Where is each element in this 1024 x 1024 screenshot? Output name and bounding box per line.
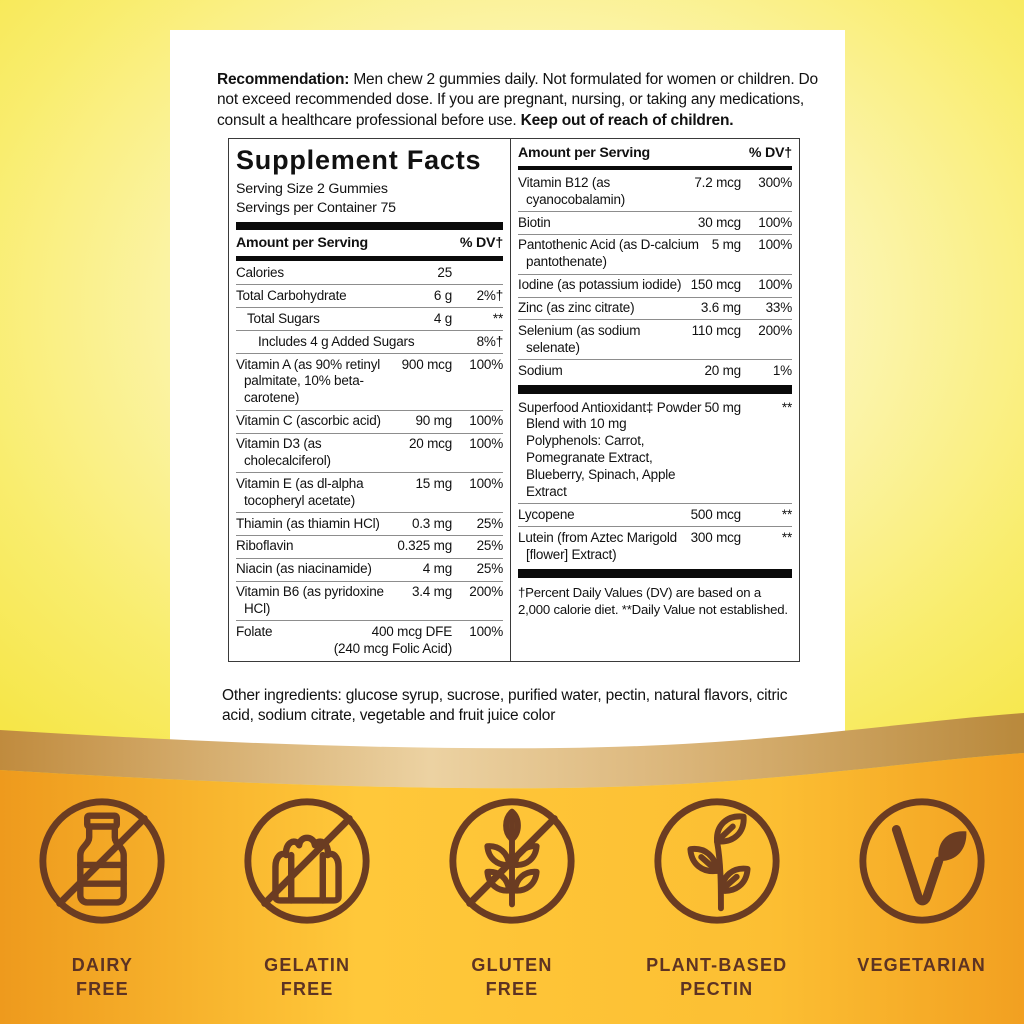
- amount-per-serving-header: Amount per Serving: [518, 145, 651, 161]
- badge-plant-based-pectin: [614, 792, 819, 1002]
- feature-badges-row: [0, 792, 1024, 1002]
- serving-size: Serving Size 2 Gummies: [236, 181, 388, 198]
- table-row: [236, 307, 503, 330]
- nutrient-dv: 1%: [772, 362, 792, 378]
- table-row: [236, 558, 503, 581]
- nutrient-amount: 4 mg: [422, 561, 453, 577]
- nutrient-name: Total Sugars: [247, 310, 320, 326]
- nutrient-name: Folate: [236, 623, 273, 639]
- nutrient-name: Vitamin A (as 90% retinyl palmitate, 10% beta-carotene): [236, 356, 381, 406]
- table-row: [518, 526, 792, 566]
- nutrient-amount: 0.3 mg: [411, 515, 453, 531]
- nutrient-name: Lycopene: [518, 506, 575, 522]
- supplement-label-panel: [170, 30, 845, 752]
- nutrient-amount: 110 mcg: [691, 322, 741, 338]
- nutrient-dv: 33%: [765, 300, 792, 315]
- table-row: [518, 297, 792, 320]
- recommendation-text: [217, 70, 819, 132]
- nutrient-name: Iodine (as potassium iodide): [518, 277, 682, 293]
- nutrient-dv: 25%: [476, 561, 504, 577]
- nutrient-amount: 300 mcg: [690, 529, 741, 545]
- table-row: [236, 410, 503, 433]
- other-ingredients-text: Other ingredients: glucose syrup, sucrose, purified water, pectin, natural flavors, citric acid, sodium citrate, vegetable and fruit juice color: [222, 686, 788, 724]
- nutrient-amount: 7.2 mcg: [694, 174, 741, 190]
- supplement-facts-right-column: [510, 139, 799, 661]
- table-row: [518, 397, 792, 503]
- nutrient-dv: 25%: [476, 538, 504, 554]
- vegetarian-icon: [853, 792, 991, 930]
- nutrient-name: Pantothenic Acid (as D-calcium pantothenate): [518, 237, 699, 270]
- nutrient-dv: 8%†: [476, 333, 504, 349]
- nutrient-name: Vitamin B12 (as cyanocobalamin): [518, 174, 626, 207]
- nutrient-amount: 20 mg: [704, 362, 741, 378]
- table-row: [518, 503, 792, 526]
- plant-based-pectin-icon: [648, 792, 786, 930]
- recommendation-lead: Recommendation:: [217, 70, 350, 88]
- badge-gelatin-free: [205, 792, 410, 1002]
- table-row: [236, 433, 503, 473]
- nutrient-amount: 20 mcg: [408, 436, 453, 451]
- badge-gluten-free: [410, 792, 615, 1002]
- nutrient-name: Vitamin C (ascorbic acid): [236, 413, 381, 429]
- nutrient-amount: 3.4 mg: [411, 584, 453, 600]
- nutrient-amount: 6 g: [433, 287, 453, 303]
- no-gelatin-icon: [238, 792, 376, 930]
- supplement-facts-title: Supplement Facts: [236, 145, 482, 175]
- nutrient-amount: 5 mg: [711, 237, 741, 253]
- nutrient-name: Total Carbohydrate: [236, 287, 347, 303]
- divider-bar: [518, 385, 792, 394]
- badge-label: PLANT-BASED PECTIN: [646, 955, 788, 999]
- supplement-facts-left-column: [229, 139, 510, 661]
- nutrient-name: Vitamin B6 (as pyridoxine HCl): [236, 584, 384, 616]
- recommendation-warning: Keep out of reach of children.: [520, 111, 734, 129]
- nutrient-dv: 100%: [758, 214, 792, 230]
- table-row: [518, 172, 792, 211]
- nutrient-amount: 400 mcg DFE (240 mcg Folic Acid): [333, 623, 453, 656]
- table-row: [236, 472, 503, 512]
- nutrient-amount: 150 mcg: [690, 277, 741, 293]
- dv-footnote: †Percent Daily Values (DV) are based on a 2,000 calorie diet. **Daily Value not established.: [518, 584, 788, 617]
- nutrient-dv: **: [781, 399, 792, 415]
- nutrient-name: Vitamin D3 (as cholecalciferol): [236, 436, 331, 468]
- divider-bar: [518, 166, 792, 171]
- percent-dv-header: % DV†: [748, 145, 792, 161]
- nutrient-dv: 100%: [758, 237, 792, 253]
- badge-label: VEGETARIAN: [857, 955, 986, 975]
- table-row: [236, 353, 503, 410]
- nutrient-name: Niacin (as niacinamide): [236, 561, 372, 577]
- badge-label: GELATIN FREE: [264, 955, 351, 999]
- table-row: [518, 359, 792, 382]
- nutrient-amount-secondary: (240 mcg Folic Acid): [333, 640, 453, 656]
- badge-label: GLUTEN FREE: [471, 955, 553, 999]
- right-nutrient-rows: [518, 172, 792, 618]
- nutrient-dv: 100%: [758, 277, 792, 293]
- nutrient-name: Biotin: [518, 214, 551, 230]
- nutrient-dv: **: [781, 506, 792, 522]
- nutrient-dv: 2%†: [476, 287, 504, 303]
- nutrient-dv: 200%: [469, 584, 504, 600]
- nutrient-name: Riboflavin: [236, 538, 294, 554]
- nutrient-name: Zinc (as zinc citrate): [518, 300, 635, 315]
- nutrient-amount: 3.6 mg: [700, 300, 741, 315]
- nutrient-name: Sodium: [518, 362, 563, 378]
- table-row: [236, 535, 503, 558]
- table-row: [236, 581, 503, 621]
- badge-vegetarian: [819, 792, 1024, 1002]
- nutrient-dv: 100%: [469, 475, 504, 491]
- nutrient-amount: 500 mcg: [690, 506, 741, 522]
- table-row: [236, 620, 503, 660]
- nutrient-amount: 25: [437, 265, 453, 280]
- nutrient-dv: 25%: [476, 515, 504, 531]
- nutrient-dv: 100%: [469, 413, 504, 429]
- left-nutrient-rows: [236, 263, 503, 661]
- recommendation-body: Men chew 2 gummies daily. Not formulated for women or children. Do not exceed recommended dose. If you are pregnant, nursing, or taking any medications, consult a healthcare professional before use.: [217, 70, 818, 129]
- nutrient-dv: 200%: [758, 322, 792, 338]
- divider-bar: [236, 222, 503, 230]
- no-dairy-icon: [33, 792, 171, 930]
- nutrient-dv: 100%: [469, 436, 504, 451]
- nutrient-amount: 90 mg: [415, 413, 453, 429]
- nutrient-amount: 900 mcg: [401, 356, 453, 372]
- table-row: [518, 211, 792, 234]
- table-row: [236, 263, 503, 285]
- nutrient-name: Thiamin (as thiamin HCl): [236, 515, 380, 531]
- nutrient-name: Lutein (from Aztec Marigold [flower] Extract): [518, 529, 677, 562]
- nutrient-name: Calories: [236, 265, 284, 280]
- nutrient-amount: 4 g: [433, 310, 453, 326]
- badge-label: DAIRY FREE: [71, 955, 134, 999]
- nutrient-dv: 100%: [469, 356, 504, 372]
- nutrient-name: Vitamin E (as dl-alpha tocopheryl acetate): [236, 475, 364, 508]
- table-row: [236, 512, 503, 535]
- nutrient-name: Superfood Antioxidant‡ Powder Blend with 10 mg Polyphenols: Carrot, Pomegranate Extract, Blueberry, Spinach, Apple Extract: [518, 399, 702, 499]
- badge-dairy-free: [0, 792, 205, 1002]
- table-row: [236, 330, 503, 353]
- nutrient-dv: **: [492, 310, 504, 326]
- column-header: [518, 142, 792, 165]
- divider-bar: [236, 256, 503, 261]
- table-row: [518, 319, 792, 359]
- nutrient-amount: 30 mcg: [697, 214, 741, 230]
- table-row: [518, 234, 792, 274]
- nutrient-name: Selenium (as sodium selenate): [518, 322, 641, 355]
- nutrient-dv: 100%: [469, 623, 504, 639]
- nutrient-dv: **: [781, 529, 792, 545]
- divider-bar: [518, 569, 792, 578]
- supplement-facts-table: [228, 138, 800, 662]
- amount-per-serving-header: Amount per Serving: [236, 235, 368, 252]
- column-header: [236, 232, 503, 255]
- nutrient-amount: 15 mg: [415, 475, 453, 491]
- servings-per-container: Servings per Container 75: [236, 200, 396, 216]
- percent-dv-header: % DV†: [459, 235, 504, 252]
- nutrient-name: Includes 4 g Added Sugars: [258, 333, 415, 349]
- no-gluten-icon: [443, 792, 581, 930]
- table-row: [236, 284, 503, 307]
- nutrient-amount: 0.325 mg: [397, 538, 453, 554]
- table-row: [518, 274, 792, 297]
- nutrient-dv: 300%: [758, 174, 792, 190]
- nutrient-amount: 50 mg: [704, 399, 741, 415]
